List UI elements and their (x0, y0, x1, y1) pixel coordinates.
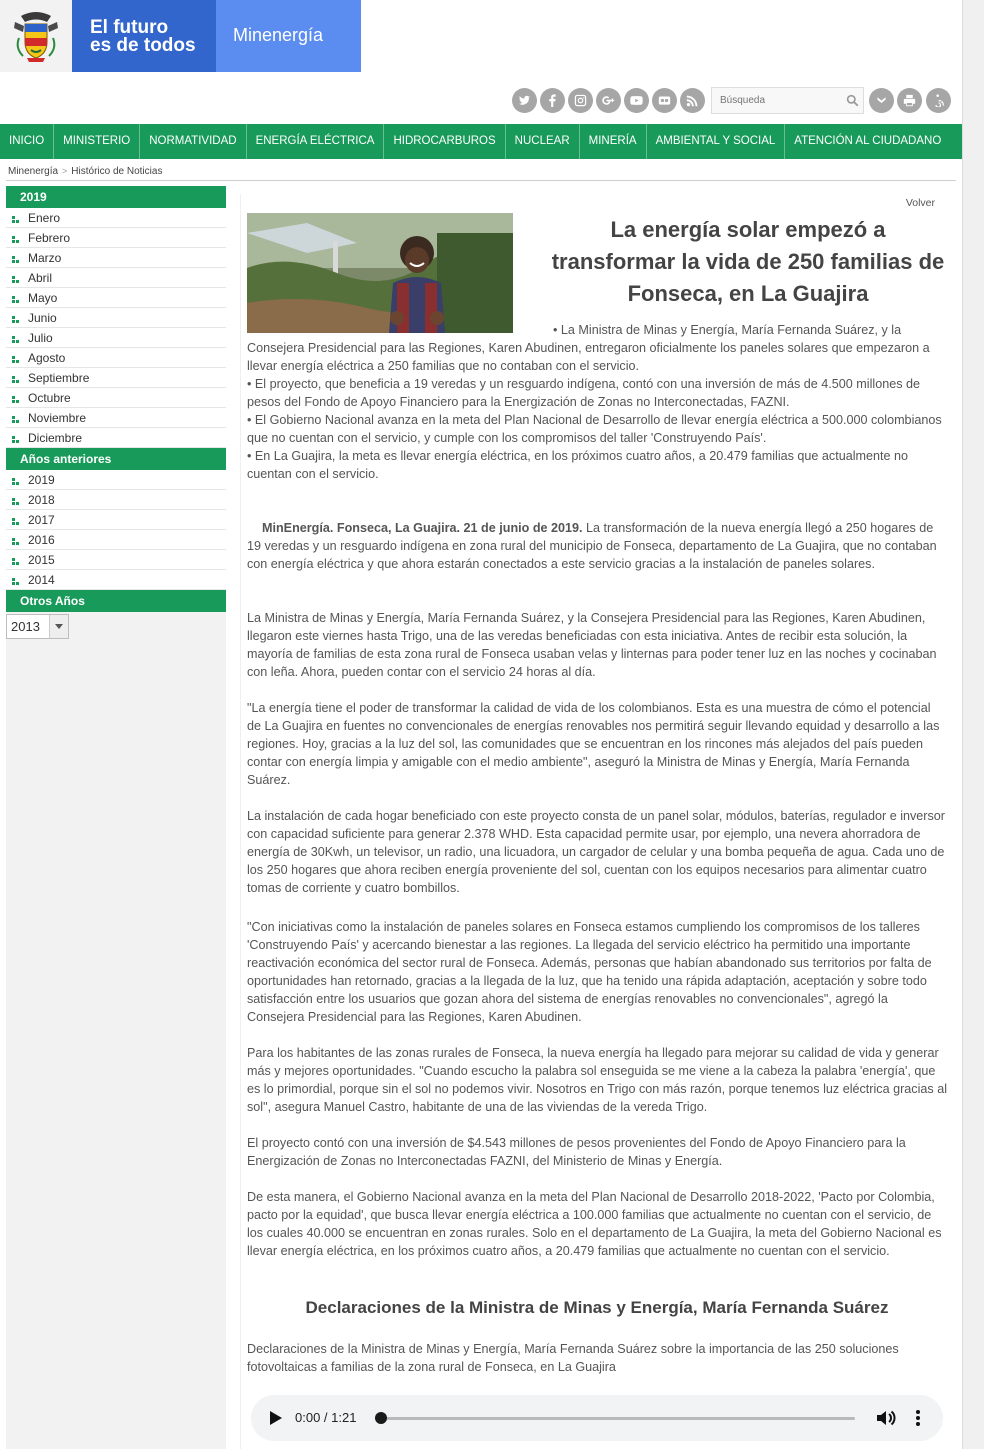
breadcrumb-separator: > (62, 166, 68, 176)
year-item[interactable] (6, 530, 226, 550)
chevron-down-icon[interactable] (869, 88, 894, 113)
nav-ministerio[interactable]: MINISTERIO (54, 124, 140, 159)
bullet-icon (12, 518, 19, 525)
month-item[interactable] (6, 268, 226, 288)
twitter-icon[interactable] (512, 88, 537, 113)
year-label: 2014 (28, 573, 55, 587)
nav-inicio[interactable]: INICIO (0, 124, 54, 159)
paragraph-7: El proyecto contó con una inversión de $4.543 millones de pesos provenientes del Fondo de Apoyo Financiero para la Energización de Zonas no Interconectadas FAZNI, del Ministerio de Minas y Energía. (247, 1136, 906, 1168)
googleplus-icon[interactable] (596, 88, 621, 113)
paragraph-6: Para los habitantes de las zonas rurales de Fonseca, la nueva energía ha llegado para mejorar su calidad de vida y generar más y mejores oportunidades. "Cuando escucho la palabra sol enseguida se me viene a la cabeza la palabra 'energía', que es lo primordial, porque sin el sol no podemos vivir. Nosotros en Trigo con más razón, porque tenemos luz eléctrica gracias al sol", asegura Manuel Castro, habitante de una de las viviendas de la vereda Trigo. (247, 1046, 947, 1114)
year-label: 2019 (28, 473, 55, 487)
paragraph-2: La Ministra de Minas y Energía, María Fernanda Suárez, y la Consejera Presidencial para las Regiones, Karen Abudinen, llegaron este viernes hasta Trigo, una de las veredas beneficiadas con esta iniciativa. Antes de recibir esta solución, la mayoría de familias de esta zona rural de Fonseca usaban velas y linternas para poder tener luz en las noches y cocinaban con leña. Ahora, pueden contar con el servicio 24 horas al día. (247, 611, 937, 679)
bullet-icon (12, 296, 19, 303)
search-box (711, 87, 864, 114)
year-list (6, 470, 226, 590)
slogan-line-1: El futuro (90, 17, 169, 38)
gov-banner (0, 0, 361, 72)
dateline: MinEnergía. Fonseca, La Guajira. 21 de junio de 2019. (262, 521, 583, 535)
year-item[interactable] (6, 490, 226, 510)
month-label: Febrero (28, 231, 71, 245)
bullet-icon (12, 538, 19, 545)
month-item[interactable] (6, 248, 226, 268)
audio-progress-track[interactable] (383, 1417, 855, 1420)
month-item[interactable] (6, 308, 226, 328)
bullet-icon (12, 376, 19, 383)
month-item[interactable] (6, 228, 226, 248)
dropdown-arrow-icon[interactable] (50, 615, 68, 638)
previous-years-heading: Años anteriores (6, 448, 226, 470)
back-link[interactable]: Volver (905, 197, 935, 209)
breadcrumb (8, 166, 162, 177)
article-photo[interactable] (247, 213, 513, 333)
nav-hidrocarburos[interactable]: HIDROCARBUROS (384, 124, 505, 159)
more-options-icon[interactable] (915, 1409, 921, 1427)
nav-energia-electrica[interactable]: ENERGÍA ELÉCTRICA (247, 124, 385, 159)
bullet-icon (12, 356, 19, 363)
bullet-icon (12, 336, 19, 343)
search-icon[interactable] (846, 94, 859, 107)
year-label: 2015 (28, 553, 55, 567)
month-label: Noviembre (28, 411, 87, 425)
month-label: Junio (28, 311, 57, 325)
bullet-icon (12, 416, 19, 423)
facebook-icon[interactable] (540, 88, 565, 113)
month-item[interactable] (6, 288, 226, 308)
year-label: 2017 (28, 513, 55, 527)
brand-title[interactable]: Minenergía (216, 0, 361, 72)
audio-player (251, 1395, 943, 1441)
bullet-icon (12, 276, 19, 283)
month-list (6, 208, 226, 448)
month-label: Marzo (28, 251, 62, 265)
play-icon[interactable] (269, 1410, 283, 1426)
month-item[interactable] (6, 328, 226, 348)
bullet-icon (12, 498, 19, 505)
bullet-icon (12, 256, 19, 263)
audio-progress-handle[interactable] (375, 1412, 387, 1424)
flickr-icon[interactable] (652, 88, 677, 113)
paragraph-3: "La energía tiene el poder de transformar la calidad de vida de los colombianos. Esta es una muestra de cómo el potencial de La Guajira en fuentes no convencionales de energías renovables nos permitirá seguir llevando equidad y desarrollo a las regiones. Hoy, gracias a la luz del sol, las comunidades que se encuentran en los rincones más alejados del país pueden contar con energía limpia y amigable con el medio ambiente", aseguró la Ministra de Minas y Energía, María Fernanda Suárez. (247, 701, 940, 787)
month-item[interactable] (6, 388, 226, 408)
selected-year: 2013 (7, 615, 50, 638)
bullet-icon (12, 396, 19, 403)
month-label: Abril (28, 271, 53, 285)
rss-icon[interactable] (680, 88, 705, 113)
other-years-heading: Otros Años (6, 590, 226, 612)
audio-heading: Declaraciones de la Ministra de Minas y Energía, María Fernanda Suárez (305, 1298, 889, 1317)
bullet-icon (12, 478, 19, 485)
month-label: Diciembre (28, 431, 83, 445)
bullet-icon (12, 316, 19, 323)
paragraph-8: De esta manera, el Gobierno Nacional avanza en la meta del Plan Nacional de Desarrollo 2018-2022, 'Pacto por Colombia, pacto por la equidad', que busca llevar energía eléctrica a 100.000 familias que actualmente no cuentan con el servicio, de los cuales 40.000 se encuentran en zonas rurales. Solo en el departamento de La Guajira, la meta del Gobierno Nacional es llevar energía eléctrica, en los próximos cuatro años, a 20.479 familias que actualmente no cuentan con el servicio. (247, 1190, 942, 1258)
youtube-icon[interactable] (624, 88, 649, 113)
bullet-block (247, 321, 947, 483)
year-label: 2018 (28, 493, 55, 507)
bullet-1-text: • La Ministra de Minas y Energía, María Fernanda Suárez, y la Consejera Presidencial para las Regiones, Karen Abudinen, entregaron oficialmente los paneles solares que empezaron a llevar energía eléctrica a 250 familias que no contaban con el servicio. (247, 323, 930, 373)
bullet-icon (12, 436, 19, 443)
month-label: Enero (28, 211, 61, 225)
audio-time: 0:00 / 1:21 (295, 1410, 357, 1425)
year-item[interactable] (6, 510, 226, 530)
month-label: Agosto (28, 351, 66, 365)
audio-caption: Declaraciones de la Ministra de Minas y Energía, María Fernanda Suárez sobre la importancia de las 250 soluciones fotovoltaicas a familias de la zona rural de Fonseca, en La Guajira (247, 1342, 899, 1374)
month-item[interactable] (6, 428, 226, 448)
year-heading: 2019 (6, 186, 226, 208)
print-icon[interactable] (897, 88, 922, 113)
paragraph-4: La instalación de cada hogar beneficiado con este proyecto consta de un panel solar, módulos, baterías, regulador e inversor con capacidad suficiente para generar 2.378 WHD. Esta capacidad permite usar, por ejemplo, una nevera ahorradora de energía de 30Kwh, un televisor, un radio, una licuadora, un cargador de celular y una bomba pequeña de agua. Cada uno de los 250 hogares que ahora reciben energía proveniente del sol, cuentan con los equipos necesarios para alimentar cuatro tomas de corriente y cuatro bombillos. (247, 809, 945, 895)
bullet-4-text: • En La Guajira, la meta es llevar energía eléctrica, en los próximos cuatro años, a 20.479 familias que actualmente no cuentan con el servicio. (247, 449, 909, 481)
gov-slogan[interactable] (72, 0, 216, 72)
bullet-2-text: • El proyecto, que beneficia a 19 veredas y un resguardo indígena, contó con una inversión de más de 4.500 millones de pesos del Fondo de Apoyo Financiero para la Energización de Zonas no Interconectadas, FAZNI. (247, 377, 921, 409)
accessibility-icon[interactable] (926, 88, 951, 113)
nav-mineria[interactable]: MINERÍA (580, 124, 647, 159)
month-label: Mayo (28, 291, 58, 305)
month-label: Julio (28, 331, 53, 345)
other-years-select[interactable] (6, 614, 69, 639)
search-input[interactable] (712, 88, 840, 113)
instagram-icon[interactable] (568, 88, 593, 113)
paragraph-5: "Con iniciativas como la instalación de paneles solares en Fonseca estamos cumpliendo los compromisos de los talleres 'Construyendo País' y acercando bienestar a las regiones. La llegada del servicio eléctrico ha permitido una importante reactivación económica del sector rural de Fonseca. Además, personas que habían abandonado sus territorios por falta de oportunidades han retornado, gracias a la llegada de la luz, que ha tenido una rápida adaptación, aceptación y sobre todo satisfacción entre los usuarios que gozan ahora del sistema de energías renovables no convencionales", agregó la Consejera Presidencial para las Regiones, Karen Abudinen. (247, 920, 932, 1024)
toolbar (0, 86, 962, 116)
bullet-3-text: • El Gobierno Nacional avanza en la meta del Plan Nacional de Desarrollo de llevar energía eléctrica a 500.000 colombianos que no cuentan con el servicio, y cumple con los compromisos del taller 'Construyendo País'. (247, 413, 942, 445)
paragraph-1 (247, 519, 947, 573)
nav-normatividad[interactable]: NORMATIVIDAD (140, 124, 246, 159)
month-item[interactable] (6, 408, 226, 428)
volume-icon[interactable] (875, 1408, 897, 1428)
nav-atencion-ciudadano[interactable]: ATENCIÓN AL CIUDADANO (794, 135, 942, 147)
month-item[interactable] (6, 208, 226, 228)
month-item[interactable] (6, 348, 226, 368)
coat-of-arms-logo[interactable] (0, 0, 72, 72)
year-label: 2016 (28, 533, 55, 547)
bullet-icon (12, 236, 19, 243)
year-item[interactable] (6, 570, 226, 590)
bullet-icon (12, 216, 19, 223)
paragraph-1-text: La transformación de la nueva energía llegó a 250 hogares de 19 veredas y un resguardo indígena en zona rural del municipio de Fonseca, departamento de La Guajira, que no contaban con energía eléctrica y que ahora estarán conectados a este servicio gracias a la instalación de paneles solares. (247, 521, 937, 571)
article-title: La energía solar empezó a transformar la vida de 250 familias de Fonseca, en La Guajira (551, 217, 945, 306)
nav-ambiental-social[interactable]: AMBIENTAL Y SOCIAL (647, 124, 786, 159)
page-edge (962, 0, 984, 1449)
bullet-icon (12, 578, 19, 585)
month-label: Octubre (28, 391, 71, 405)
bullet-icon (12, 558, 19, 565)
year-item[interactable] (6, 470, 226, 490)
slogan-line-2: es de todos (90, 35, 196, 56)
month-item[interactable] (6, 368, 226, 388)
breadcrumb-home[interactable]: Minenergía (8, 166, 59, 177)
main-nav (0, 124, 962, 159)
nav-nuclear[interactable]: NUCLEAR (506, 124, 580, 159)
month-label: Septiembre (28, 371, 90, 385)
archive-sidebar (6, 186, 226, 1449)
year-item[interactable] (6, 550, 226, 570)
breadcrumb-current[interactable]: Histórico de Noticias (71, 166, 163, 177)
breadcrumb-divider (6, 180, 956, 181)
article (240, 194, 956, 1449)
